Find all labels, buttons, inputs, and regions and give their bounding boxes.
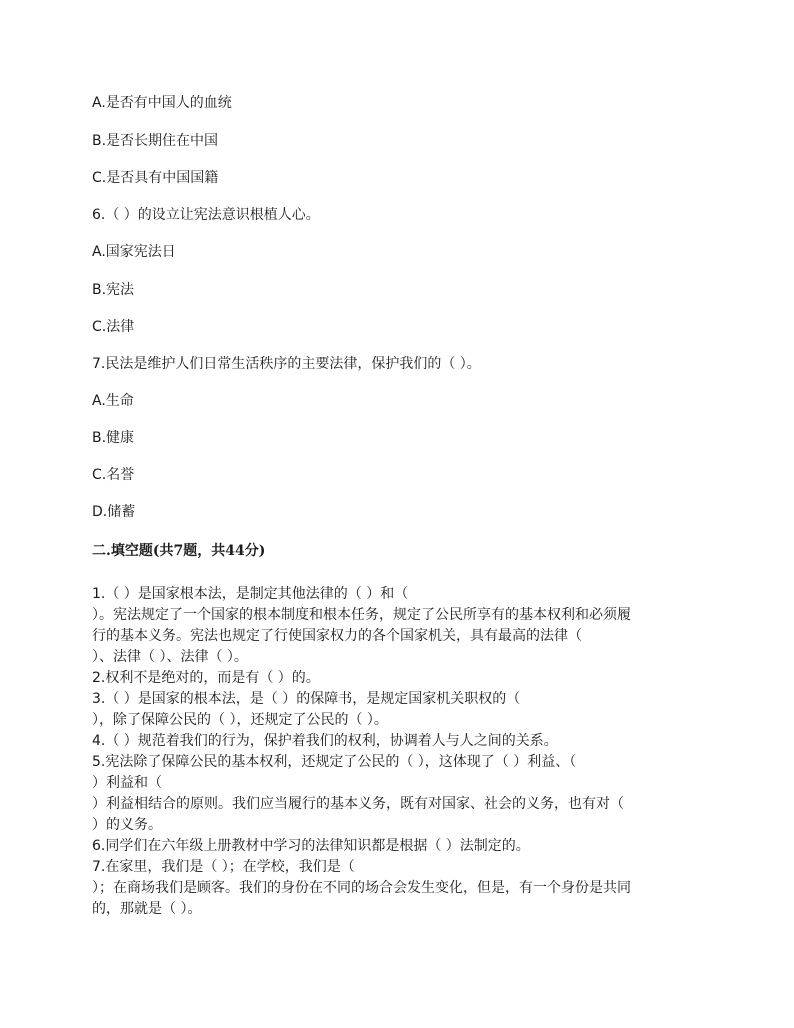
fill-line: 行的基本义务。宪法也规定了行使国家权力的各个国家机关，具有最高的法律（	[92, 628, 582, 644]
fill-line: 3.（ ）是国家的根本法，是（ ）的保障书，是规定国家机关职权的（	[92, 691, 521, 707]
option-a-constitution-day: A.国家宪法日	[92, 244, 176, 260]
fill-line: 1.（ ）是国家根本法，是制定其他法律的（ ）和（	[92, 586, 409, 602]
fill-line: ）；在商场我们是顾客。我们的身份在不同的场合会发生变化，但是，有一个身份是共同	[92, 880, 631, 896]
fill-in-blank-questions	[92, 584, 702, 920]
option-a-bloodline: A.是否有中国人的血统	[92, 95, 232, 111]
option-c-nationality: C.是否具有中国国籍	[92, 170, 219, 186]
option-a-life: A.生命	[92, 393, 134, 409]
option-d-savings: D.储蓄	[92, 504, 136, 520]
fill-line: 7.在家里，我们是（ ）；在学校，我们是（	[92, 859, 355, 875]
fill-line: 4.（ ）规范着我们的行为，保护着我们的权利，协调着人与人之间的关系。	[92, 733, 558, 749]
option-b-residence: B.是否长期住在中国	[92, 133, 219, 149]
question-7: 7.民法是维护人们日常生活秩序的主要法律，保护我们的（ ）。	[92, 356, 481, 372]
option-c-law: C.法律	[92, 319, 135, 335]
fill-line: ）利益相结合的原则。我们应当履行的基本义务，既有对国家、社会的义务，也有对（	[92, 796, 624, 812]
option-c-reputation: C.名誉	[92, 467, 135, 483]
fill-line: 的，那就是（ ）。	[92, 901, 202, 917]
fill-line: ）利益和（	[92, 775, 162, 791]
option-b-constitution: B.宪法	[92, 282, 135, 298]
fill-line: 2.权利不是绝对的，而是有（ ）的。	[92, 670, 320, 686]
fill-line: ）。宪法规定了一个国家的根本制度和根本任务，规定了公民所享有的基本权利和必须履	[92, 607, 631, 623]
fill-line: ）的义务。	[92, 817, 162, 833]
fill-line: 5.宪法除了保障公民的基本权利，还规定了公民的（ ），这体现了（ ）利益、（	[92, 754, 577, 770]
fill-line: ）、法律（ ）、法律（ ）。	[92, 649, 248, 665]
section-title-fill-in-blank: 二.填空题(共7题，共44分)	[92, 543, 266, 559]
fill-line: 6.同学们在六年级上册教材中学习的法律知识都是根据（ ）法制定的。	[92, 838, 530, 854]
fill-line: ），除了保障公民的（ ），还规定了公民的（ ）。	[92, 712, 388, 728]
option-b-health: B.健康	[92, 430, 135, 446]
question-6: 6.（ ）的设立让宪法意识根植人心。	[92, 207, 320, 223]
